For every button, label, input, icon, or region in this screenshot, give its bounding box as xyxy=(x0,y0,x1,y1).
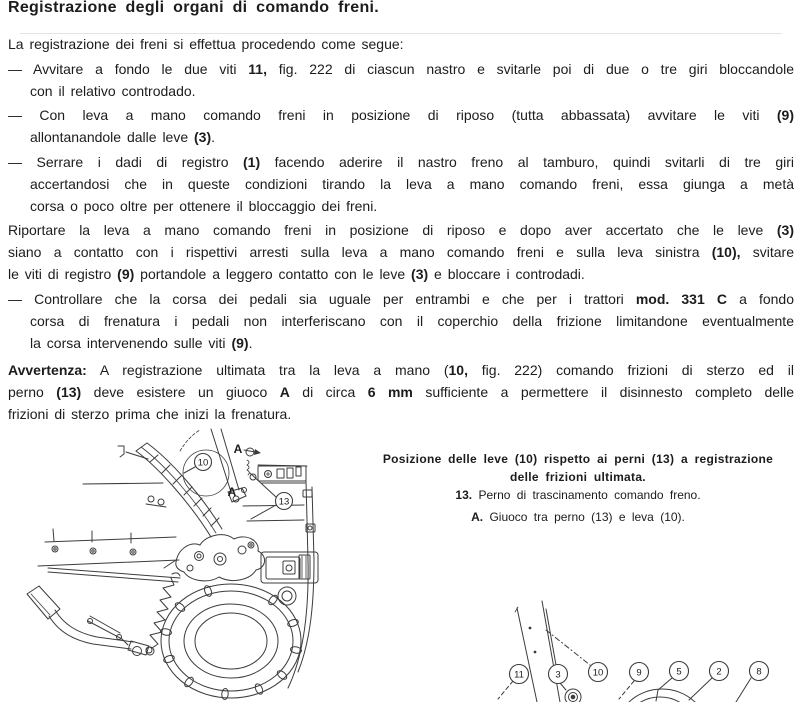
text-run: corsa di frenatura i pedali non interferiscano con il coperchio della frizione limitandone eventualmente xyxy=(30,312,794,329)
text-line xyxy=(8,310,794,332)
callout-10-label: 10 xyxy=(197,457,209,469)
text-run: e bloccare i controdadi. xyxy=(428,266,585,282)
text-run: sufficiente a permettere il disinnesto completo delle xyxy=(412,383,795,400)
text-line xyxy=(8,80,794,102)
text-run: La registrazione dei freni si effettua procedendo come segue: xyxy=(8,36,404,52)
text-run: Riportare la leva a mano comando freni in posizione di riposo e dopo aver accertato che le leve xyxy=(8,222,777,238)
text-run: Giuoco tra perno (13) e leva (10). xyxy=(483,510,685,524)
text-run: . xyxy=(248,334,253,351)
text-run: 13. xyxy=(455,488,473,502)
text-run: A. xyxy=(471,510,484,524)
text-run: siano a contatto con i rispettivi arresti sulla leva a mano comando freni e sulla leva sinistra xyxy=(8,244,712,260)
text-run: (1) xyxy=(243,153,261,170)
text-run: perno xyxy=(8,383,57,400)
text-run: fig. 222) comando frizioni di sterzo ed il xyxy=(467,361,794,378)
leader-lines-right xyxy=(498,609,751,702)
paragraph xyxy=(8,104,794,148)
caption-line xyxy=(358,508,798,526)
callout-10-label: 10 xyxy=(592,667,604,679)
text-line xyxy=(8,359,794,381)
text-line xyxy=(8,219,794,241)
text-line xyxy=(8,241,794,263)
text-line xyxy=(8,104,794,126)
upper-lever xyxy=(180,429,256,502)
text-run: (3) xyxy=(776,222,794,238)
text-run: (9) xyxy=(117,266,135,282)
figure-caption xyxy=(358,450,798,526)
callout-11-label: 11 xyxy=(514,669,524,681)
gap-label-A xyxy=(228,442,261,499)
text-run: (3) xyxy=(194,129,212,145)
text-run: A registrazione ultimata tra la leva a mano ( xyxy=(86,361,449,378)
text-line xyxy=(8,126,794,148)
figure-lever-pin-detail xyxy=(490,555,800,702)
text-run: (13) xyxy=(56,383,82,400)
paragraph xyxy=(8,58,794,102)
flange-ring xyxy=(160,584,302,700)
housing-left xyxy=(38,529,180,582)
page-title: Registrazione degli organi di comando freni. xyxy=(8,0,380,16)
linkage xyxy=(164,535,265,581)
text-run: le viti di registro xyxy=(8,266,118,282)
pedal xyxy=(27,586,152,656)
text-line xyxy=(8,151,794,173)
text-run: facendo aderire il nastro freno al tamburo, quindi svitarli di tre giri xyxy=(260,153,794,170)
paragraph xyxy=(8,33,794,55)
text-run: (9) xyxy=(231,334,249,351)
paragraph xyxy=(8,219,794,285)
text-run: — Serrare i dadi di registro xyxy=(8,153,244,170)
text-run: accertandosi che in queste condizioni tirando la leva a mano comando freni, essa giunga a metà xyxy=(30,175,794,192)
figure-brake-assembly xyxy=(0,428,355,702)
letter-A-top: A xyxy=(233,442,243,456)
letter-A-mid: A xyxy=(227,485,237,499)
text-run: (3) xyxy=(411,266,429,282)
body-text xyxy=(8,33,794,425)
caption-line xyxy=(358,450,798,468)
text-line xyxy=(8,403,794,425)
text-line xyxy=(8,381,794,403)
text-run: mod. 331 C xyxy=(635,290,727,307)
text-run: — Controllare che la corsa dei pedali sia uguale per entrambi e che per i trattori xyxy=(8,290,636,307)
text-run: frizioni di sterzo prima che inizi la frenatura. xyxy=(8,405,292,422)
callout-5-label: 5 xyxy=(676,666,682,678)
text-line xyxy=(8,58,794,80)
text-run: (10), xyxy=(711,244,741,260)
callout-9-label: 9 xyxy=(636,667,642,679)
callout-8-label: 8 xyxy=(756,666,762,678)
text-run: portandole a leggero contatto con le leve xyxy=(134,266,412,282)
text-run: 6 mm xyxy=(367,383,413,400)
text-run: Avvertenza: xyxy=(8,361,87,378)
text-run: svitare xyxy=(740,244,795,260)
text-line xyxy=(8,288,794,310)
text-run: Perno di trascinamento comando freno. xyxy=(472,488,701,502)
paragraph xyxy=(8,359,794,425)
text-run: . xyxy=(211,129,216,145)
text-run: — Avvitare a fondo le due viti xyxy=(8,60,249,77)
text-run: allontanandole dalle leve xyxy=(30,129,195,145)
text-run: 11, xyxy=(248,60,267,77)
text-run: fig. 222 di ciascun nastro e svitarle poi di due o tre giri bloccandole xyxy=(267,60,794,77)
text-run: delle frizioni ultimata. xyxy=(510,470,646,484)
text-run: con il relativo controdado. xyxy=(30,82,196,99)
caption-line xyxy=(358,468,798,486)
pin-and-drum-arcs xyxy=(565,689,709,702)
text-run: A xyxy=(279,383,290,400)
text-line xyxy=(8,332,794,354)
text-run: di circa xyxy=(289,383,368,400)
text-run: corsa o poco oltre per ottenere il bloccaggio dei freni. xyxy=(30,197,378,214)
leader-lines-top xyxy=(83,446,166,507)
callouts-right xyxy=(510,662,769,684)
text-line xyxy=(8,263,794,285)
spring xyxy=(146,578,174,655)
caption-line xyxy=(358,486,798,504)
text-run: a fondo xyxy=(726,290,794,307)
text-run: Posizione delle leve (10) rispetto ai perni (13) a registrazione xyxy=(382,452,774,466)
text-run: deve esistere un giuoco xyxy=(81,383,280,400)
text-line xyxy=(8,195,794,217)
text-run: (9) xyxy=(776,107,794,123)
text-run: 10, xyxy=(448,361,468,378)
paragraph xyxy=(8,151,794,217)
paragraph xyxy=(8,288,794,354)
text-run: la corsa intervenendo sulle viti xyxy=(30,334,232,351)
callout-2-label: 2 xyxy=(716,666,722,678)
text-line xyxy=(8,33,794,55)
text-run: — Con leva a mano comando freni in posizione di riposo (tutta abbassata) avvitare le viti xyxy=(8,107,777,123)
text-line xyxy=(8,173,794,195)
callout-13-label: 13 xyxy=(278,496,290,508)
callout-3-label: 3 xyxy=(555,669,561,681)
